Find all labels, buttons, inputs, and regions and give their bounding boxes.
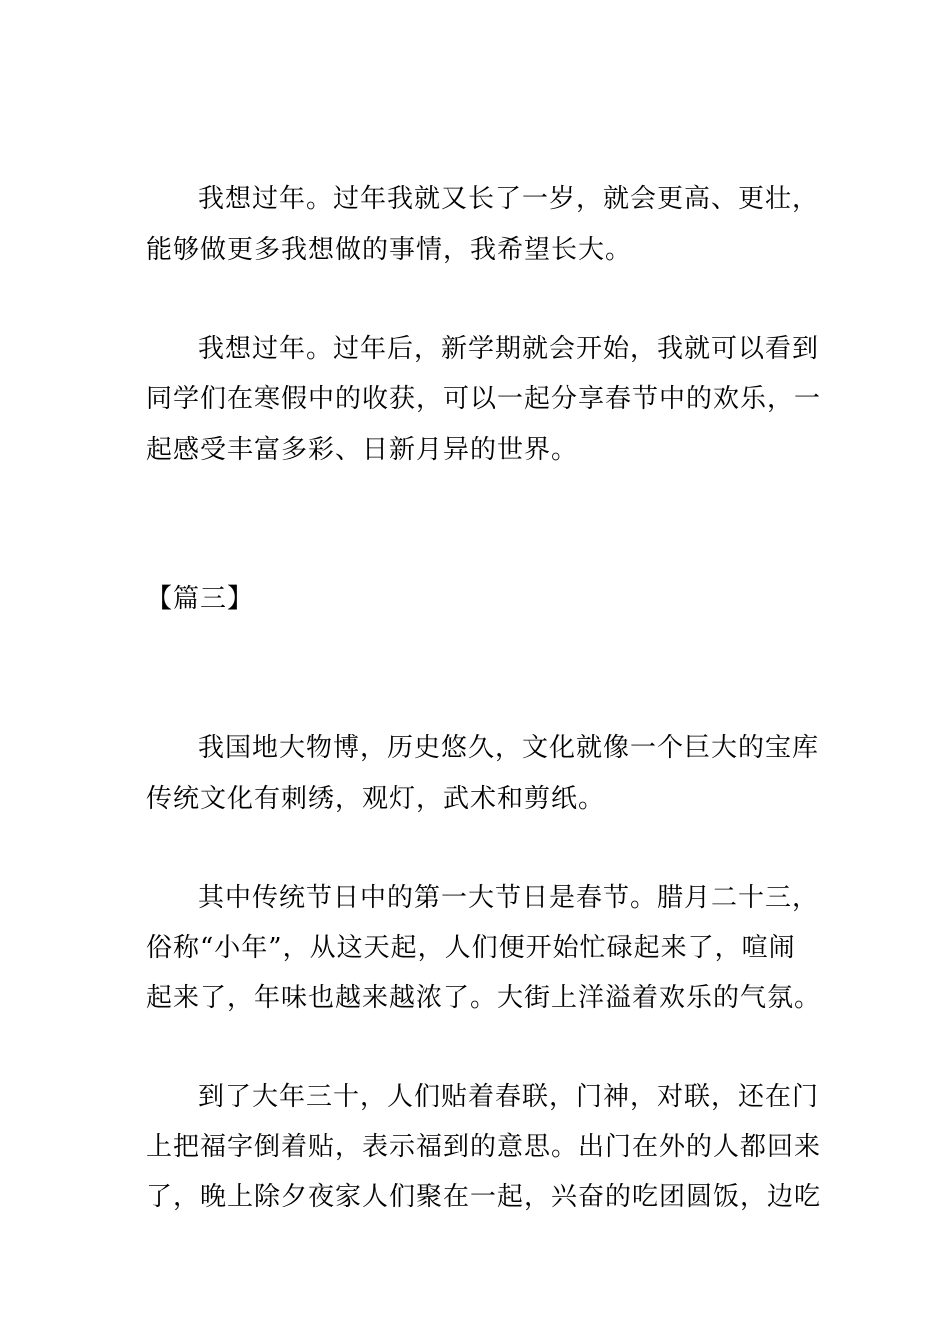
paragraph-3-line-2: 传统文化有刺绣，观灯，武术和剪纸。 <box>146 784 606 814</box>
section-heading: 【篇三】 <box>146 584 255 614</box>
paragraph-2-line-2: 同学们在寒假中的收获，可以一起分享春节中的欢乐，一 <box>146 384 822 414</box>
paragraph-5-line-1: 到了大年三十，人们贴着春联，门神，对联，还在门 <box>198 1082 820 1112</box>
paragraph-5-line-2: 上把福字倒着贴，表示福到的意思。出门在外的人都回来 <box>146 1132 822 1162</box>
paragraph-1-line-1: 我想过年。过年我就又长了一岁，就会更高、更壮， <box>198 184 820 214</box>
paragraph-4-line-2: 俗称“小年”，从这天起，人们便开始忙碌起来了，喧闹 <box>146 933 796 963</box>
paragraph-2-line-3: 起感受丰富多彩、日新月异的世界。 <box>146 435 579 465</box>
paragraph-2-line-1: 我想过年。过年后，新学期就会开始，我就可以看到 <box>198 334 820 364</box>
paragraph-5-line-3: 了，晚上除夕夜家人们聚在一起，兴奋的吃团圆饭，边吃 <box>146 1182 822 1212</box>
paragraph-3-line-1: 我国地大物博，历史悠久，文化就像一个巨大的宝库 <box>198 733 820 763</box>
paragraph-1-line-2: 能够做更多我想做的事情，我希望长大。 <box>146 235 633 265</box>
paragraph-4-line-1: 其中传统节日中的第一大节日是春节。腊月二十三， <box>198 883 820 913</box>
paragraph-4-line-3: 起来了，年味也越来越浓了。大街上洋溢着欢乐的气氛。 <box>146 983 822 1013</box>
